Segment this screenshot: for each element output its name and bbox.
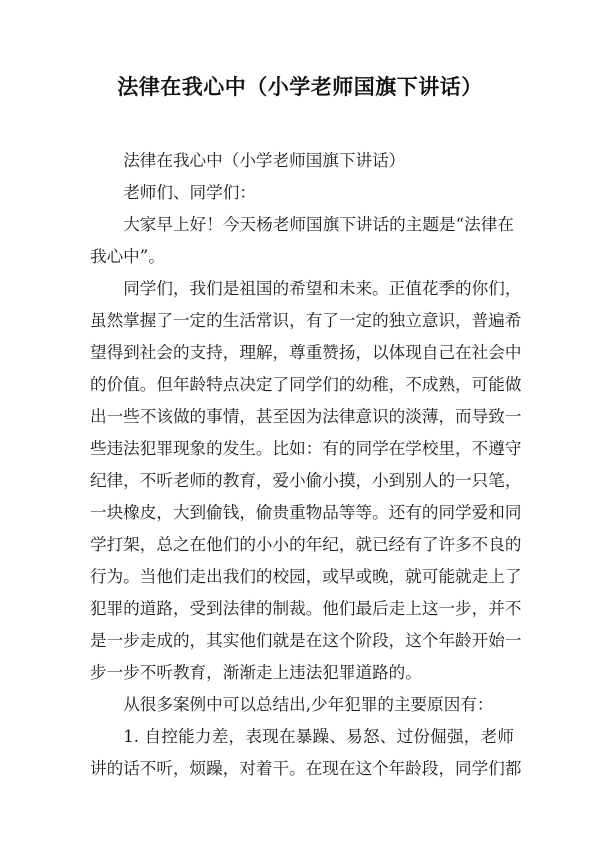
text-line: 法律在我心中（小学老师国旗下讲话） <box>123 151 406 170</box>
text-line: 步一步不听教育，渐渐走上违法犯罪道路的。 <box>90 663 422 682</box>
paragraph-causes-intro <box>90 689 514 721</box>
document-body <box>90 145 522 785</box>
text-line: 些违法犯罪现象的发生。比如：有的同学在学校里，不遵守 <box>90 439 522 458</box>
text-line: 我心中”。 <box>90 247 165 266</box>
text-line: 的价值。但年龄特点决定了同学们的幼稚，不成熟，可能做 <box>90 375 522 394</box>
text-line: 虽然掌握了一定的生活常识，有了一定的独立意识，普遍希 <box>90 311 522 330</box>
text-line: 纪律，不听老师的教育，爱小偷小摸，小到别人的一只笔， <box>90 471 522 490</box>
paragraph-cause-1 <box>90 721 522 785</box>
text-line: 一块橡皮，大到偷钱，偷贵重物品等等。还有的同学爱和同 <box>90 503 522 522</box>
text-line: 大家早上好！今天杨老师国旗下讲话的主题是“法律在 <box>123 215 514 234</box>
text-line: 望得到社会的支持，理解，尊重赞扬，以体现自己在社会中 <box>90 343 522 362</box>
paragraph-subtitle <box>90 145 514 177</box>
text-line: 出一些不该做的事情，甚至因为法律意识的淡薄，而导致一 <box>90 407 522 426</box>
text-line: 犯罪的道路，受到法律的制裁。他们最后走上这一步，并不 <box>90 599 522 618</box>
text-line: 1. 自控能力差，表现在暴躁、易怒、过份倔强，老师 <box>123 727 514 746</box>
paragraph-greeting <box>90 177 514 209</box>
text-line: 学打架，总之在他们的小小的年纪，就已经有了许多不良的 <box>90 535 522 554</box>
text-line: 讲的话不听，烦躁，对着干。在现在这个年龄段，同学们都 <box>90 759 522 778</box>
text-line: 同学们，我们是祖国的希望和未来。正值花季的你们， <box>123 279 522 298</box>
text-line: 行为。当他们走出我们的校园，或早或晚，就可能就走上了 <box>90 567 522 586</box>
text-line: 从很多案例中可以总结出,少年犯罪的主要原因有： <box>123 695 494 714</box>
text-line: 老师们、同学们： <box>123 183 256 202</box>
document-title: 法律在我心中（小学老师国旗下讲话） <box>117 75 483 99</box>
paragraph-opening <box>90 209 514 273</box>
paragraph-main <box>90 273 522 689</box>
text-line: 是一步走成的，其实他们就是在这个阶段，这个年龄开始一 <box>90 631 522 650</box>
